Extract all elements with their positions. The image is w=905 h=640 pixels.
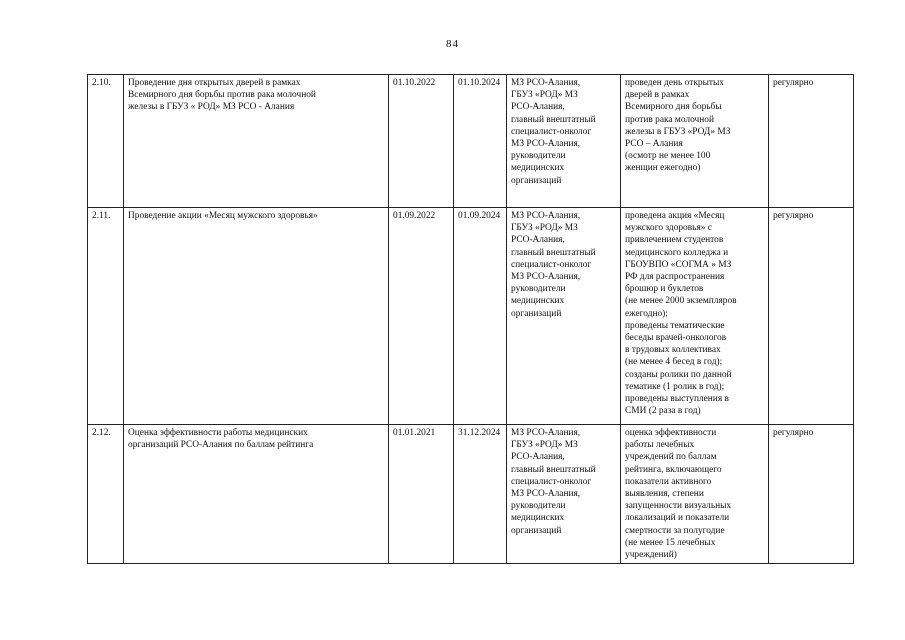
expected-result: проведена акция «Месяц мужского здоровья» с привлечением студентов медицинского колледжа и ГБОУВПО «СОГМА » МЗ РФ для распространения брошюр и буклетов (не менее 2000 экземпляров ежегодно); проведены тематические беседы врачей-онкологов в трудовых коллективах (не менее 4 бесед в год); созданы ролики по данной тематике (1 ролик в год); проведены выступления в СМИ (2 раза в год) — [621, 208, 769, 425]
executors: МЗ РСО-Алания, ГБУЗ «РОД» МЗ РСО-Алания, главный внештатный специалист-онколог МЗ РСО-Алания, руководители медицинских организаций — [507, 425, 621, 564]
end-date: 01.10.2024 — [454, 75, 507, 208]
expected-result: оценка эффективности работы лечебных учреждений по баллам рейтинга, включающего показатели активного выявления, степени запущенности визуальных локализаций и показатели смертности за полугодие (не менее 15 лечебных учреждений) — [621, 425, 769, 564]
end-date: 01.09.2024 — [454, 208, 507, 425]
measure-name: Проведение акции «Месяц мужского здоровья» — [124, 208, 389, 425]
executors: МЗ РСО-Алания, ГБУЗ «РОД» МЗ РСО-Алания, главный внештатный специалист-онколог МЗ РСО-Алания, руководители медицинских организаций — [507, 75, 621, 208]
row-number: 2.12. — [88, 425, 124, 564]
measure-name: Проведение дня открытых дверей в рамках Всемирного дня борьбы против рака молочной железы в ГБУЗ « РОД» МЗ РСО - Алания — [124, 75, 389, 208]
table-row — [88, 425, 854, 564]
start-date: 01.09.2022 — [389, 208, 454, 425]
periodicity: регулярно — [769, 208, 854, 425]
row-number: 2.10. — [88, 75, 124, 208]
periodicity: регулярно — [769, 425, 854, 564]
row-number: 2.11. — [88, 208, 124, 425]
page-number: 84 — [446, 38, 459, 50]
start-date: 01.10.2022 — [389, 75, 454, 208]
executors: МЗ РСО-Алания, ГБУЗ «РОД» МЗ РСО-Алания, главный внештатный специалист-онколог МЗ РСО-Алания, руководители медицинских организаций — [507, 208, 621, 425]
start-date: 01.01.2021 — [389, 425, 454, 564]
table-row — [88, 208, 854, 425]
periodicity: регулярно — [769, 75, 854, 208]
measures-table — [87, 74, 854, 564]
measure-name: Оценка эффективности работы медицинских организаций РСО-Алания по баллам рейтинга — [124, 425, 389, 564]
end-date: 31.12.2024 — [454, 425, 507, 564]
expected-result: проведен день открытых дверей в рамках Всемирного дня борьбы против рака молочной железы в ГБУЗ «РОД» МЗ РСО – Алания (осмотр не менее 100 женщин ежегодно) — [621, 75, 769, 208]
table-row — [88, 75, 854, 208]
